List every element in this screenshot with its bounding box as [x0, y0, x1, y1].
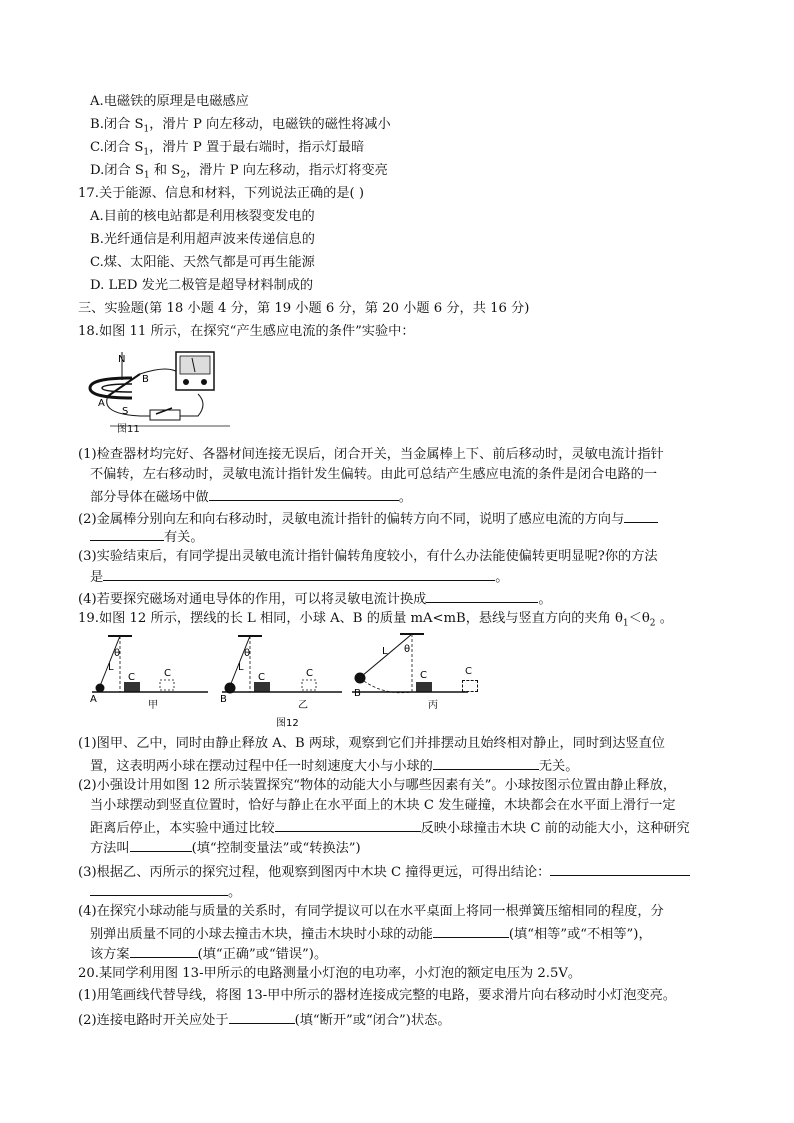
answer-blank[interactable]: [90, 526, 164, 541]
subscript: 1: [143, 147, 150, 158]
q19-part4-end: (填“正确”或“错误”)。: [197, 947, 328, 962]
q18-part3-end: 。: [495, 570, 509, 585]
q19-part2-text-3: 方法叫: [90, 841, 130, 856]
answer-blank[interactable]: [550, 861, 690, 876]
q19-part2-line1: (2)小强设计用如图 12 所示装置探究“物体的动能大小与哪些因素有关”。小球按图示位置由静止释放，: [78, 778, 677, 793]
q19-part1-line2: [90, 755, 578, 776]
answer-blank[interactable]: [130, 943, 198, 958]
q19-part4-text-3: 该方案: [90, 947, 130, 962]
label-s: S: [122, 406, 129, 417]
q16-option-d: [90, 162, 388, 185]
figure-12: [88, 630, 468, 740]
q17-option-c: C.煤、太阳能、天然气都是可再生能源: [90, 255, 315, 270]
q18-part1-line1: (1)检查器材均完好、各器材间连接无误后，闭合开关，当金属棒上下、前后移动时，灵敏电流计指针: [78, 447, 664, 462]
induction-apparatus-diagram: [80, 344, 240, 434]
q19-part4-text: 别弹出质量不同的小球去撞击木块，撞击木块时小球的动能: [90, 927, 433, 942]
panel-bing: [352, 634, 468, 711]
answer-blank[interactable]: [433, 755, 539, 770]
subscript: 1: [143, 170, 150, 181]
q19-part2-end: (填“控制变量法”或“转换法”): [191, 841, 361, 856]
q19-part3-line1: [78, 861, 690, 882]
answer-blank[interactable]: [426, 588, 538, 603]
q19-part1-end: 无关。: [538, 759, 579, 774]
answer-blank[interactable]: [103, 566, 495, 581]
label-c: C: [128, 672, 135, 683]
q16-option-c: [90, 139, 364, 162]
answer-blank[interactable]: [130, 837, 192, 852]
string: [100, 636, 120, 686]
panel-yi: [220, 636, 342, 711]
q18-stem: 18.如图 11 所示，在探究“产生感应电流的条件”实验中：: [78, 324, 415, 339]
label-theta: θ: [114, 648, 121, 659]
switch-base: [150, 410, 180, 420]
block-c-dashed: [302, 680, 316, 690]
q19-part4-text-2: (填“相等”或“不相等”)，: [508, 927, 652, 942]
terminal-left: [183, 379, 189, 385]
label-c: C: [306, 668, 313, 679]
wire-3: [178, 394, 203, 416]
q19-part2-text-2: 反映小球撞击木块 C 前的动能大小，这种研究: [420, 821, 690, 836]
q18-part1-line2: 不偏转，左右移动时，灵敏电流计指针发生偏转。由此可总结产生感应电流的条件是闭合电路的一: [90, 467, 658, 482]
q19-part3-end: 。: [228, 885, 242, 900]
label-theta-2: θ: [404, 644, 411, 655]
q16-option-a: A.电磁铁的原理是电磁感应: [90, 94, 249, 109]
label-c: C: [164, 668, 171, 679]
q18-part1-end: 。: [398, 490, 412, 505]
q17-option-b: B.光纤通信是利用超声波来传递信息的: [90, 232, 315, 247]
terminal-right: [201, 379, 207, 385]
q19-part4-line3: [90, 943, 327, 964]
q19-part1-line1: (1)图甲、乙中，同时由静止释放 A、B 两球，观察到它们并排摆动且始终相对静止，同时到达竖直位: [78, 736, 665, 751]
q18-part1-line3: [90, 486, 412, 507]
q20-part2-end: (填“断开”或“闭合”)状态。: [294, 1013, 451, 1028]
q19-part2-text: 距离后停止，本实验中通过比较: [90, 821, 275, 836]
label-b: B: [142, 374, 149, 385]
q18-part4-end: 。: [538, 592, 552, 607]
q16-d-text-3: ，滑片 P 向左移动，指示灯将变亮: [185, 163, 388, 178]
q16-d-text-1: D.闭合 S: [90, 163, 144, 178]
q16-d-text-2: 和 S: [149, 163, 181, 178]
block-c-dashed: [160, 680, 174, 690]
q19-part2-line3: [90, 817, 690, 838]
label-n: N: [118, 354, 126, 365]
block-c-dashed: [462, 680, 478, 692]
q18-part3-line1: (3)实验结束后，有同学提出灵敏电流计指针偏转角度较小，有什么办法能使偏转更明显呢?你的方法: [78, 549, 658, 564]
q20-part2-text: (2)连接电路时开关应处于: [78, 1013, 229, 1028]
q19-part4-line1: (4)在探究小球动能与质量的关系时，有同学提议可以在水平桌面上将同一根弹簧压缩相同的程度，分: [78, 904, 664, 919]
q20-part2: [78, 1009, 451, 1030]
answer-blank[interactable]: [433, 923, 509, 938]
q19-part2-line2: 当小球摆动到竖直位置时，恰好与静止在水平面上的木块 C 发生碰撞，木块都会在水平面上滑行一定: [90, 798, 676, 813]
q19-part2-line4: [90, 837, 361, 858]
q18-part2-line2: [90, 526, 204, 547]
q18-part3-text: 是: [90, 570, 104, 585]
q17-stem: 17.关于能源、信息和材料，下列说法正确的是( ): [78, 186, 365, 201]
q19-stem-text: 19.如图 12 所示，摆线的长 L 相同，小球 A、B 的质量 mA<mB，悬线与竖直方向的夹角 θ: [78, 611, 623, 626]
label-a: A: [90, 694, 97, 705]
q16-c-text-1: C.闭合 S: [90, 140, 144, 155]
panel-jia: [90, 636, 208, 711]
q19-part3-line2: [90, 881, 241, 902]
q17-option-a: A.目前的核电站都是利用核裂变发电的: [90, 209, 315, 224]
label-b: B: [354, 688, 361, 699]
subscript: 2: [649, 618, 656, 629]
q17-option-d: D. LED 发光二极管是超导材料制成的: [90, 278, 314, 293]
q20-stem: 20.某同学利用图 13-甲所示的电路测量小灯泡的电功率，小灯泡的额定电压为 2.5V。: [78, 966, 582, 981]
subscript: 1: [143, 124, 150, 135]
caption-bing: 丙: [428, 700, 438, 711]
label-c: C: [465, 666, 472, 677]
block-c: [254, 682, 270, 692]
q16-b-text-1: B.闭合 S: [90, 117, 144, 132]
answer-blank[interactable]: [624, 508, 658, 523]
block-c: [124, 682, 140, 692]
label-l: L: [108, 662, 114, 673]
q19-stem-mid: ＜θ: [628, 611, 650, 626]
figure-11-caption: 图11: [117, 424, 140, 435]
q19-stem-end: 。: [655, 611, 673, 626]
q19-part3-text: (3)根据乙、丙所示的探究过程，他观察到图丙中木块 C 撞得更远，可得出结论：: [78, 865, 551, 880]
q18-part1-text: 部分导体在磁场中做: [90, 490, 209, 505]
q18-part2-end: 有关。: [164, 530, 204, 545]
pendulum-diagram: [88, 630, 468, 740]
label-c: C: [420, 670, 427, 681]
swing-arc: [360, 678, 412, 693]
caption-jia: 甲: [148, 700, 158, 711]
q16-option-b: [90, 116, 391, 139]
subscript: 2: [180, 170, 186, 181]
section-heading: 三、实验题(第 18 小题 4 分，第 19 小题 6 分，第 20 小题 6 分，共 16 分): [78, 301, 530, 316]
figure-11: [80, 344, 240, 434]
ball-a: [96, 684, 105, 693]
caption-yi: 乙: [298, 700, 308, 711]
q18-part4-line1: [78, 588, 552, 609]
q19-part1-text: 置，这表明两小球在摆动过程中任一时刻速度大小与小球的: [90, 759, 433, 774]
q18-part2-text: (2)金属棒分别向左和向右移动时，灵敏电流计指针的偏转方向不同，说明了感应电流的方向与: [78, 512, 625, 527]
label-b: B: [220, 694, 227, 705]
q16-b-text-2: ，滑片 P 向左移动，电磁铁的磁性将减小: [149, 117, 391, 132]
label-theta: θ: [244, 648, 251, 659]
subscript: 1: [622, 618, 629, 629]
label-l: L: [238, 662, 244, 673]
answer-blank[interactable]: [229, 1009, 295, 1024]
answer-blank[interactable]: [209, 486, 399, 501]
q19-part4-line2: [90, 923, 652, 944]
figure-12-caption: 图12: [276, 718, 299, 729]
answer-blank[interactable]: [90, 881, 228, 896]
label-l: L: [382, 646, 388, 657]
label-c: C: [258, 672, 265, 683]
string: [230, 636, 250, 686]
q18-part3-line2: [90, 566, 508, 587]
label-a: A: [98, 398, 105, 409]
block-c: [416, 682, 432, 692]
q18-part4-text: (4)若要探究磁场对通电导体的作用，可以将灵敏电流计换成: [78, 592, 427, 607]
q20-part1: (1)用笔画线代替导线，将图 13-甲中所示的器材连接成完整的电路，要求滑片向右移动时小灯泡变亮。: [78, 988, 676, 1003]
answer-blank[interactable]: [275, 817, 421, 832]
q16-c-text-2: ，滑片 P 置于最右端时，指示灯最暗: [149, 140, 365, 155]
